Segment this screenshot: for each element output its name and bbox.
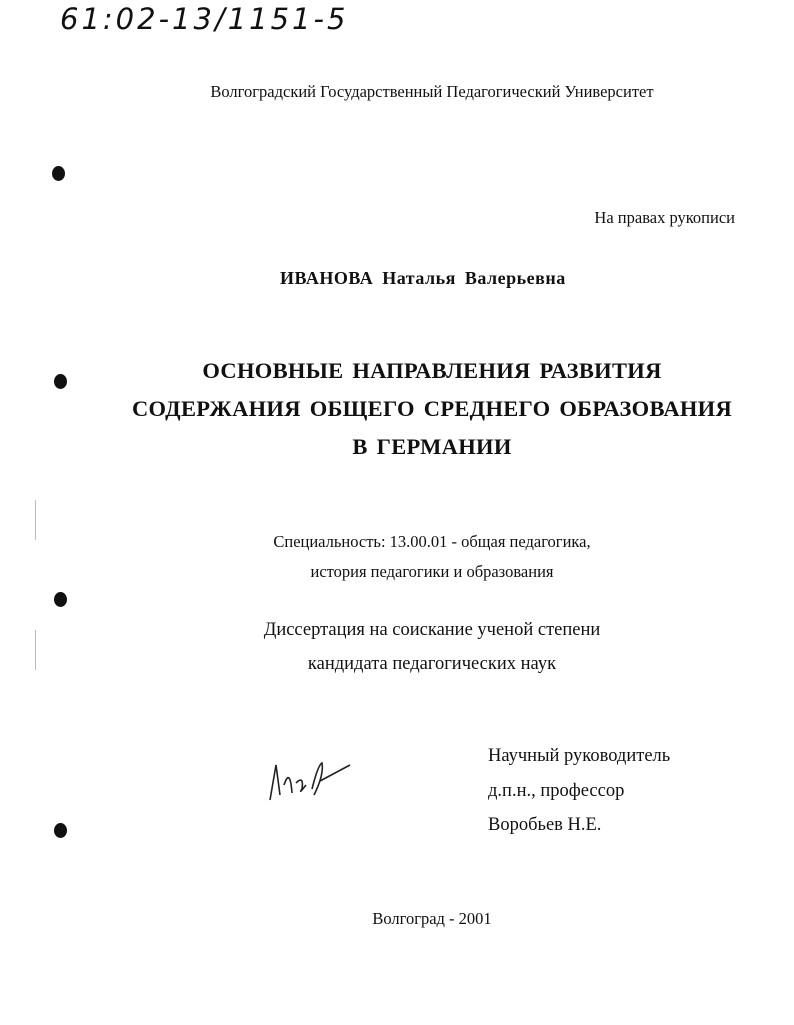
university-name: Волгоградский Государственный Педагогический Университет <box>210 82 654 101</box>
dissertation-line-2: кандидата педагогических наук <box>307 654 557 674</box>
signature <box>262 755 357 805</box>
author-name: ИВАНОВА Наталья Валерьевна <box>280 268 566 288</box>
punch-hole <box>52 166 65 181</box>
supervisor-label: Научный руководитель <box>488 746 671 766</box>
archive-number: 61:02-13/1151-5 <box>60 2 349 36</box>
punch-hole <box>54 592 67 607</box>
title-line-2: СОДЕРЖАНИЯ ОБЩЕГО СРЕДНЕГО ОБРАЗОВАНИЯ <box>131 396 733 421</box>
supervisor-name: Воробьев Н.Е. <box>488 815 602 835</box>
title-line-1: ОСНОВНЫЕ НАПРАВЛЕНИЯ РАЗВИТИЯ <box>202 358 662 383</box>
city-year: Волгоград - 2001 <box>372 909 492 928</box>
specialty-line-1: Специальность: 13.00.01 - общая педагогика, <box>273 532 591 551</box>
dissertation-line-1: Диссертация на соискание ученой степени <box>263 620 601 640</box>
supervisor-degree: д.п.н., профессор <box>488 781 625 801</box>
title-line-3: В ГЕРМАНИИ <box>352 434 512 459</box>
specialty-line-2: история педагогики и образования <box>310 562 554 581</box>
manuscript-rights: На правах рукописи <box>594 208 735 227</box>
punch-hole <box>54 823 67 838</box>
